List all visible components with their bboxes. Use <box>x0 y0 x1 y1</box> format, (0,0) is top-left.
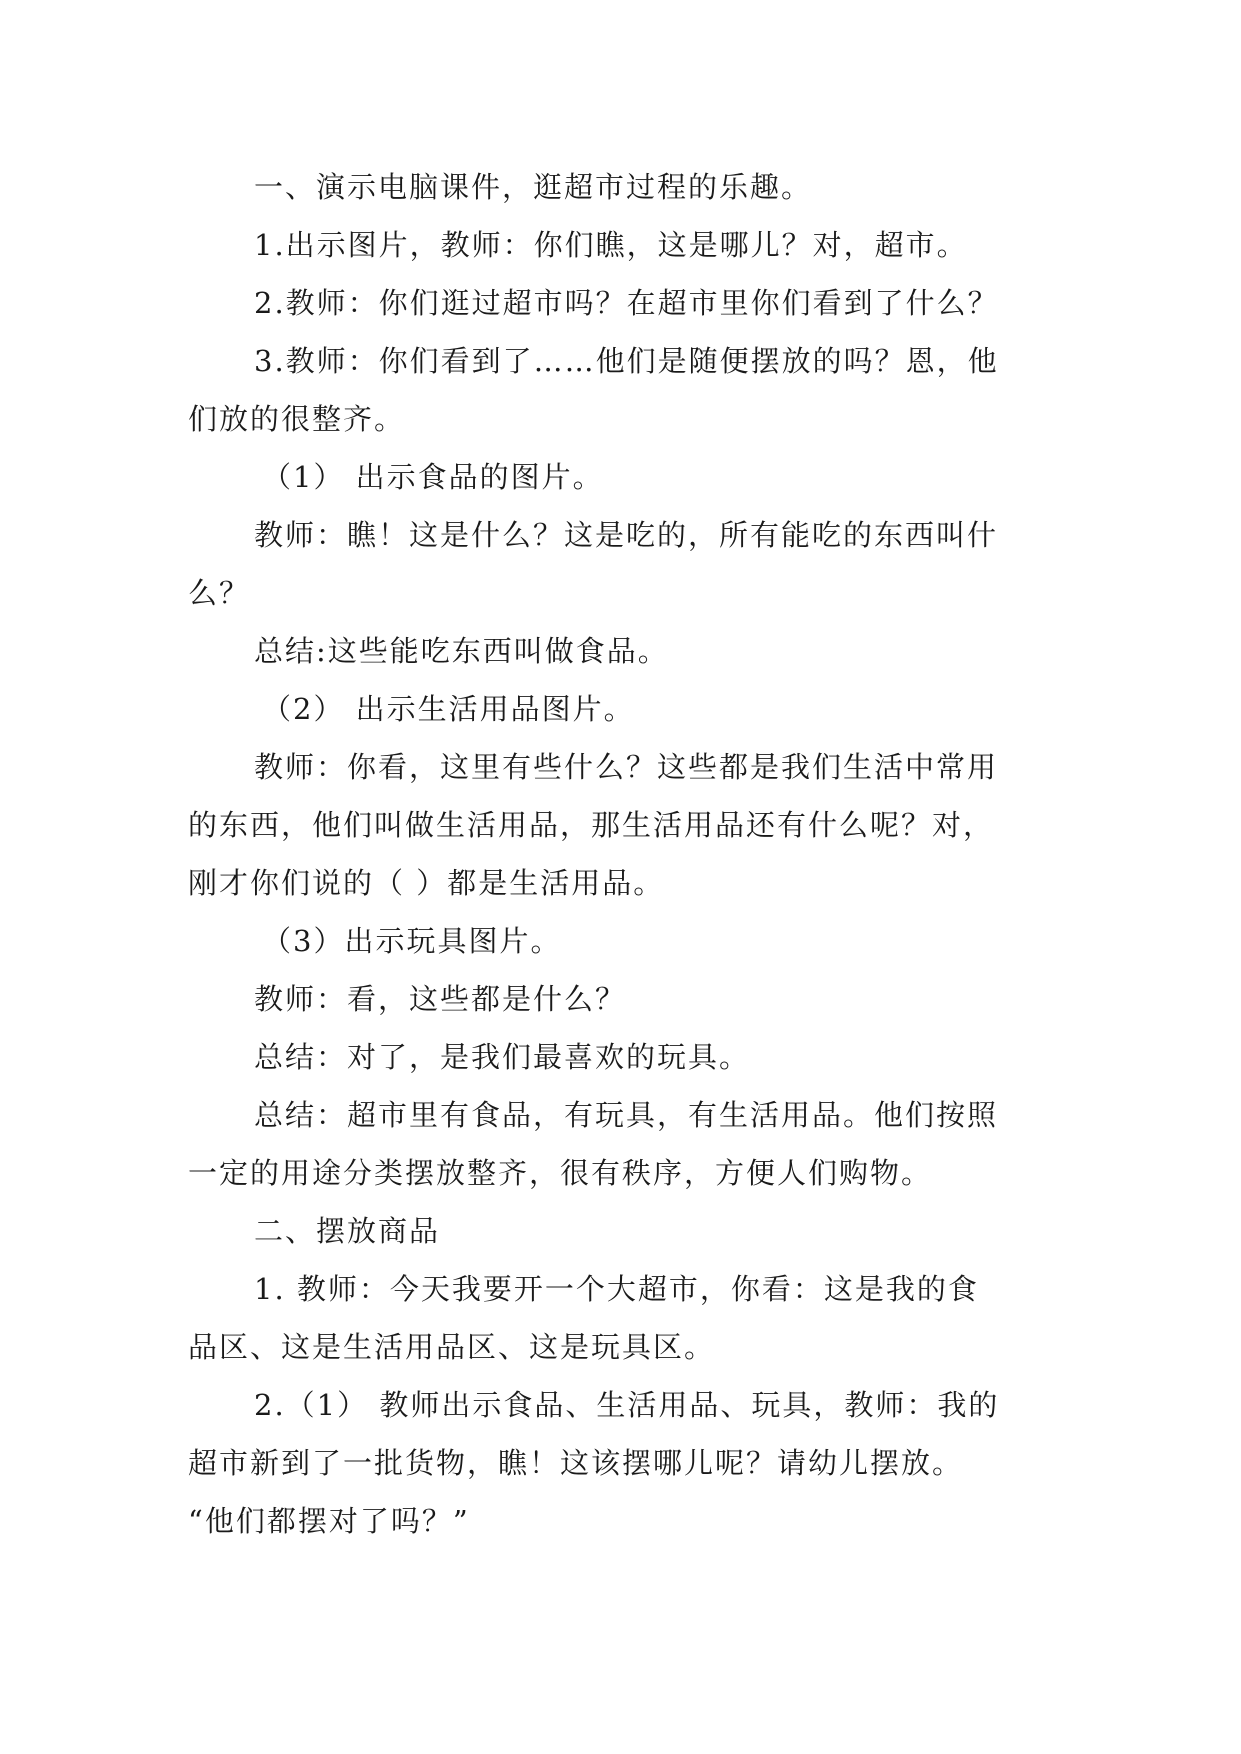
paragraph-line: 2.（1） 教师出示食品、生活用品、玩具，教师：我的 <box>254 1388 1000 1422</box>
paragraph-line: 刚才你们说的（ ）都是生活用品。 <box>188 866 665 900</box>
paragraph-line: 教师：看，这些都是什么？ <box>254 982 627 1016</box>
section-heading-1: 一、演示电脑课件，逛超市过程的乐趣。 <box>254 170 813 204</box>
paragraph-line: 1.出示图片，教师：你们瞧，这是哪儿？对，超市。 <box>254 228 968 262</box>
paragraph-line: 总结：对了，是我们最喜欢的玩具。 <box>254 1040 751 1074</box>
paragraph-line: 们放的很整齐。 <box>188 402 406 436</box>
paragraph-line: 3.教师：你们看到了……他们是随便摆放的吗？恩，他 <box>254 344 999 378</box>
paragraph-line: 的东西，他们叫做生活用品，那生活用品还有什么呢？对， <box>188 808 995 842</box>
paragraph-line: “他们都摆对了吗？” <box>188 1504 470 1538</box>
paragraph-line: 么？ <box>188 576 251 610</box>
sub-item-line: （3）出示玩具图片。 <box>262 924 562 958</box>
paragraph-line: 教师：你看，这里有些什么？这些都是我们生活中常用 <box>254 750 999 784</box>
sub-item-line: （1） 出示食品的图片。 <box>262 460 604 494</box>
paragraph-line: 一定的用途分类摆放整齐，很有秩序，方便人们购物。 <box>188 1156 933 1190</box>
paragraph-line: 总结:这些能吃东西叫做食品。 <box>254 634 669 668</box>
sub-item-line: （2） 出示生活用品图片。 <box>262 692 635 726</box>
section-heading-2: 二、摆放商品 <box>254 1214 441 1248</box>
paragraph-line: 1. 教师：今天我要开一个大超市，你看：这是我的食 <box>254 1272 979 1306</box>
paragraph-line: 2.教师：你们逛过超市吗？在超市里你们看到了什么？ <box>254 286 999 320</box>
paragraph-line: 总结：超市里有食品，有玩具，有生活用品。他们按照 <box>254 1098 999 1132</box>
paragraph-line: 教师：瞧！这是什么？这是吃的，所有能吃的东西叫什 <box>254 518 999 552</box>
paragraph-line: 品区、这是生活用品区、这是玩具区。 <box>188 1330 716 1364</box>
paragraph-line: 超市新到了一批货物，瞧！这该摆哪儿呢？请幼儿摆放。 <box>188 1446 964 1480</box>
